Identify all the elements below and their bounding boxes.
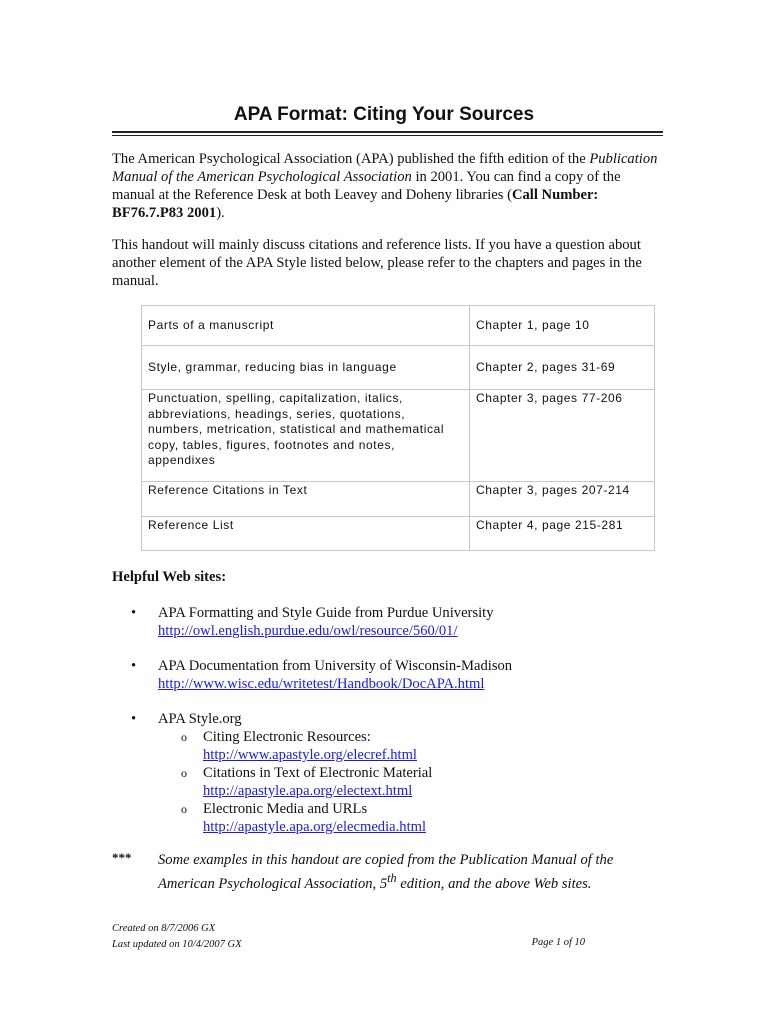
table-cell-topic: Style, grammar, reducing bias in language [142, 346, 470, 390]
created-date: Created on 8/7/2006 GX [112, 923, 216, 934]
source-note [158, 851, 663, 893]
table-row [142, 482, 655, 517]
table-cell-topic: Parts of a manuscript [142, 306, 470, 346]
circle-bullet-icon: o [181, 730, 187, 744]
sub-list-item [158, 800, 662, 836]
note-text: Some examples in this handout are copied from the Publication Manual of the American Psychological Association, 5 [158, 852, 614, 892]
note-text-2: edition, and the above Web sites. [396, 875, 592, 892]
apastyle-sublist [158, 728, 662, 836]
sub-list-item [158, 764, 662, 800]
bullet-icon: • [131, 658, 137, 674]
circle-bullet-icon: o [181, 802, 187, 816]
title-rule-thin [112, 135, 663, 136]
intro-text-3: ). [216, 205, 225, 221]
page-title: APA Format: Citing Your Sources [233, 104, 535, 125]
manual-reference-table [141, 305, 655, 551]
table-cell-location: Chapter 3, pages 207-214 [470, 482, 655, 517]
sub-site-label: Citations in Text of Electronic Material [203, 765, 433, 781]
updated-date: Last updated on 10/4/2007 GX [112, 939, 242, 950]
elecmedia-link[interactable]: http://apastyle.apa.org/elecmedia.html [203, 819, 427, 835]
publication-title: Publication Manual of the American Psychological Association [112, 151, 658, 185]
table-row [142, 346, 655, 390]
call-number: Call Number: BF76.7.P83 2001 [112, 187, 599, 221]
intro-paragraph [112, 150, 664, 222]
sub-list-item [158, 728, 662, 764]
table-row [142, 517, 655, 551]
table-cell-location: Chapter 3, pages 77-206 [470, 390, 655, 482]
list-item [112, 657, 662, 693]
list-item [112, 710, 662, 836]
handout-paragraph: This handout will mainly discuss citations and reference lists. If you have a question about another element of the APA Style listed below, please refer to the chapters and pages in the manual. [112, 237, 642, 289]
sub-site-label: Citing Electronic Resources: [203, 729, 371, 745]
websites-list [112, 604, 662, 853]
footer-dates [112, 921, 242, 953]
note-superscript: th [387, 871, 397, 885]
wisc-docapa-link[interactable]: http://www.wisc.edu/writetest/Handbook/DocAPA.html [158, 676, 485, 692]
table-cell-location: Chapter 1, page 10 [470, 306, 655, 346]
table-cell-topic: Reference Citations in Text [142, 482, 470, 517]
table-cell-topic: Punctuation, spelling, capitalization, italics, abbreviations, headings, series, quotations, numbers, metrication, statistical and mathematical copy, tables, figures, footnotes and notes, appendixes [142, 390, 470, 482]
intro-text-2: in 2001. You can find a copy of the manual at the Reference Desk at both Leavey and Doheny libraries ( [112, 169, 621, 203]
electext-link[interactable]: http://apastyle.apa.org/electext.html [203, 783, 413, 799]
intro-text: The American Psychological Association (APA) published the fifth edition of the [112, 151, 590, 167]
list-item [112, 604, 662, 640]
note-asterisks: *** [112, 850, 132, 865]
page-number: Page 1 of 10 [531, 937, 585, 948]
sub-site-label: Electronic Media and URLs [203, 801, 368, 817]
bullet-icon: • [131, 711, 137, 727]
purdue-owl-link[interactable]: http://owl.english.purdue.edu/owl/resource/560/01/ [158, 623, 458, 639]
table-cell-location: Chapter 4, page 215-281 [470, 517, 655, 551]
site-label: APA Formatting and Style Guide from Purdue University [158, 605, 494, 621]
site-label: APA Style.org [158, 711, 242, 727]
bullet-icon: • [131, 605, 137, 621]
table-cell-topic: Reference List [142, 517, 470, 551]
circle-bullet-icon: o [181, 766, 187, 780]
site-label: APA Documentation from University of Wisconsin-Madison [158, 658, 513, 674]
elecref-link[interactable]: http://www.apastyle.org/elecref.html [203, 747, 417, 763]
table-row [142, 390, 655, 482]
table-cell-location: Chapter 2, pages 31-69 [470, 346, 655, 390]
table-row [142, 306, 655, 346]
title-rule-thick [112, 131, 663, 133]
helpful-websites-heading: Helpful Web sites: [112, 569, 227, 585]
